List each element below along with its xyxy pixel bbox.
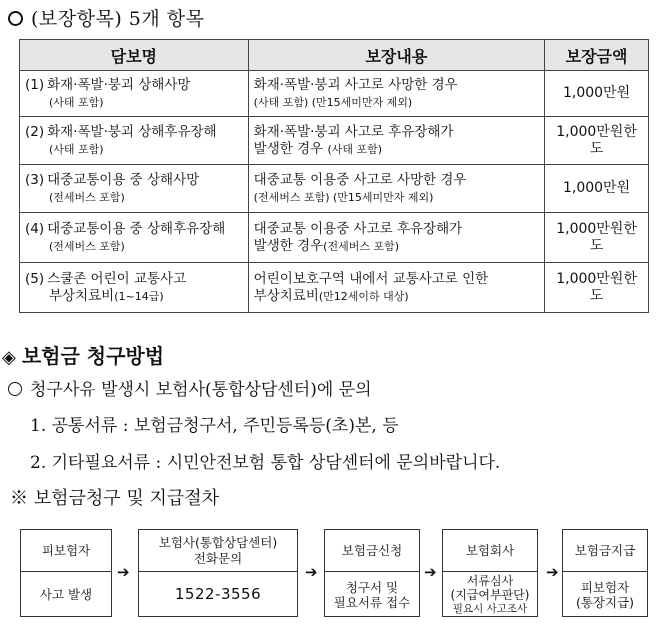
hollow-circle-bullet-icon <box>8 11 23 26</box>
coverage-table <box>19 39 649 313</box>
section-procedure-heading <box>10 484 219 510</box>
coverage-content-cell: 화재·폭발·붕괴 사고로 사망한 경우 (사태 포함) (만15세미만자 제외) <box>248 71 544 117</box>
coverage-name-cell: (2) 화재·폭발·붕괴 상해후유장해 (사태 포함) <box>20 117 249 165</box>
reference-mark-icon: ※ <box>10 488 28 509</box>
phone-number: 1522-3556 <box>174 585 262 603</box>
coverage-name-cell: (5) 스쿨존 어린이 교통사고 부상치료비(1~14급) <box>20 263 249 313</box>
arrow-right-icon: ➔ <box>305 563 318 581</box>
table-header-row <box>20 40 649 71</box>
common-documents-line: 1. 공통서류 : 보험금청구서, 주민등록등(초)본, 등 <box>30 416 399 436</box>
table-row <box>20 213 649 263</box>
section-claim-method-heading <box>2 340 164 369</box>
coverage-name-cell: (4) 대중교통이용 중 상해후유장해 (전세버스 포함) <box>20 213 249 263</box>
hollow-circle-bullet-icon <box>8 382 22 396</box>
table-row <box>20 71 649 117</box>
section-procedure-title: 보험금청구 및 지급절차 <box>33 488 220 509</box>
coverage-amount-cell: 1,000만원 <box>545 71 649 117</box>
coverage-content-cell: 대중교통 이용중 사고로 사망한 경우 (전세버스 포함) (만15세미만자 제외) <box>248 165 544 213</box>
coverage-amount-cell: 1,000만원한도 <box>545 117 649 165</box>
arrow-right-icon: ➔ <box>546 563 559 581</box>
arrow-right-icon: ➔ <box>424 563 437 581</box>
flow-step-phone-inquiry: 보험사(통합상담센터) 전화문의 1522-3556 <box>138 529 298 617</box>
diamond-bullet-icon: ◈ <box>2 347 16 368</box>
flow-step-payment: 보험금지급 피보험자 (통장지급) <box>562 529 648 617</box>
arrow-right-icon: ➔ <box>117 563 130 581</box>
table-row <box>20 165 649 213</box>
section-claim-method-title: 보험금 청구방법 <box>21 344 165 368</box>
coverage-content-cell: 화재·폭발·붕괴 사고로 후유장해가 발생한 경우 (사태 포함) <box>248 117 544 165</box>
coverage-content-cell: 대중교통 이용중 사고로 후유장해가 발생한 경우(전세버스 포함) <box>248 213 544 263</box>
table-row <box>20 117 649 165</box>
other-documents-line: 2. 기타필요서류 : 시민안전보험 통합 상담센터에 문의바랍니다. <box>30 453 501 473</box>
column-header-coverage-name: 담보명 <box>20 40 249 71</box>
column-header-coverage-amount: 보장금액 <box>545 40 649 71</box>
flow-step-claim-application: 보험금신청 청구서 및 필요서류 접수 <box>324 529 420 617</box>
coverage-amount-cell: 1,000만원한도 <box>545 213 649 263</box>
coverage-amount-cell: 1,000만원 <box>545 165 649 213</box>
section-coverage-heading <box>8 4 204 31</box>
coverage-content-cell: 어린이보호구역 내에서 교통사고로 인한 부상치료비(만12세이하 대상) <box>248 263 544 313</box>
table-row <box>20 263 649 313</box>
coverage-name-cell: (1) 화재·폭발·붕괴 상해사망 (사태 포함) <box>20 71 249 117</box>
section-coverage-title: (보장항목) 5개 항목 <box>31 8 205 30</box>
coverage-name-cell: (3) 대중교통이용 중 상해사망 (전세버스 포함) <box>20 165 249 213</box>
claim-inquiry-line: 청구사유 발생시 보험사(통합상담센터)에 문의 <box>8 375 372 400</box>
flow-step-insurance-company: 보험회사 서류심사 (지급여부판단) 필요시 사고조사 <box>442 529 538 617</box>
coverage-amount-cell: 1,000만원한도 <box>545 263 649 313</box>
flow-step-insured: 피보험자 사고 발생 <box>20 529 112 617</box>
column-header-coverage-content: 보장내용 <box>248 40 544 71</box>
